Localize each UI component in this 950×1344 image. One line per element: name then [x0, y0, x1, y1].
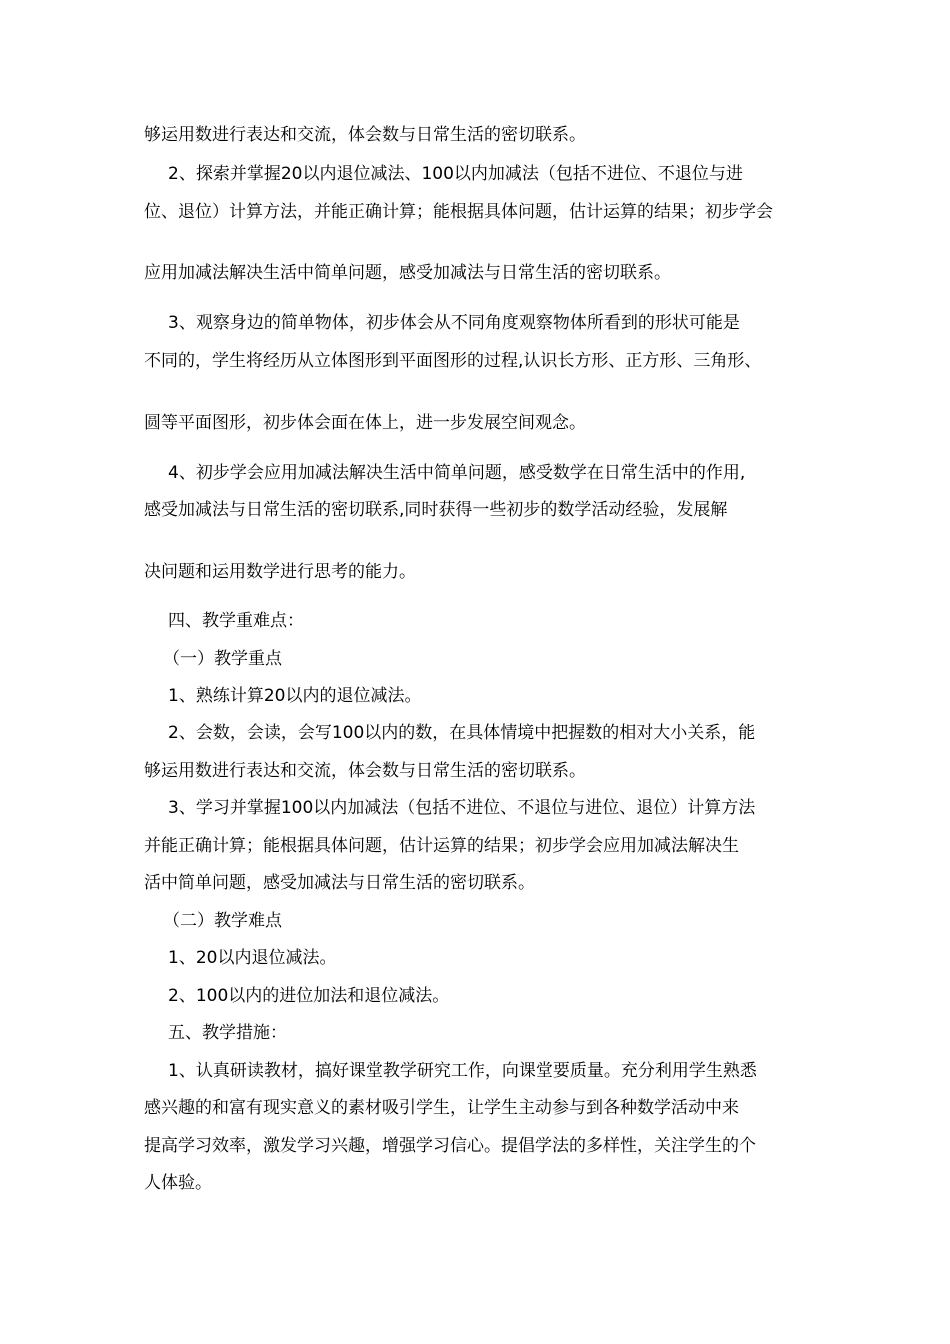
text-line: 提高学习效率，激发学习兴趣，增强学习信心。提倡学法的多样性，关注学生的个	[144, 1136, 756, 1156]
subsection-heading: （二）教学难点	[163, 911, 282, 931]
text-line: 1、熟练计算20以内的退位减法。	[168, 686, 422, 706]
text-line: 4、初步学会应用加减法解决生活中简单问题，感受数学在日常生活中的作用,	[168, 463, 746, 483]
text-line: 决问题和运用数学进行思考的能力。	[144, 562, 416, 582]
text-line: 人体验。	[144, 1173, 212, 1193]
text-line: 感受加减法与日常生活的密切联系,同时获得一些初步的数学活动经验，发展解	[144, 500, 728, 520]
text-line: 3、观察身边的简单物体，初步体会从不同角度观察物体所看到的形状可能是	[168, 313, 740, 333]
text-line: 活中简单问题，感受加减法与日常生活的密切联系。	[144, 873, 535, 893]
text-line: 1、20以内退位减法。	[168, 948, 337, 968]
text-line: 感兴趣的和富有现实意义的素材吸引学生，让学生主动参与到各种数学活动中来	[144, 1098, 739, 1118]
section-heading: 四、教学重难点：	[168, 611, 304, 631]
text-line: 圆等平面图形，初步体会面在体上，进一步发展空间观念。	[144, 413, 586, 433]
text-line: 2、会数，会读，会写100以内的数，在具体情境中把握数的相对大小关系，能	[168, 723, 756, 743]
text-line: 1、认真研读教材，搞好课堂教学研究工作，向课堂要质量。充分利用学生熟悉	[168, 1061, 757, 1081]
subsection-heading: （一）教学重点	[163, 649, 282, 669]
text-line: 够运用数进行表达和交流，体会数与日常生活的密切联系。	[144, 125, 586, 145]
text-line: 3、学习并掌握100以内加减法（包括不进位、不退位与进位、退位）计算方法	[168, 798, 756, 818]
text-line: 不同的，学生将经历从立体图形到平面图形的过程,认识长方形、正方形、三角形、	[144, 351, 762, 371]
text-line: 位、退位）计算方法，并能正确计算；能根据具体问题，估计运算的结果；初步学会	[144, 202, 773, 222]
text-line: 并能正确计算；能根据具体问题，估计运算的结果；初步学会应用加减法解决生	[144, 836, 739, 856]
text-line: 2、100以内的进位加法和退位减法。	[168, 986, 450, 1006]
section-heading: 五、教学措施：	[168, 1023, 287, 1043]
text-line: 应用加减法解决生活中简单问题，感受加减法与日常生活的密切联系。	[144, 263, 671, 283]
text-line: 2、探索并掌握20以内退位减法、100以内加减法（包括不进位、不退位与进	[168, 164, 743, 184]
text-line: 够运用数进行表达和交流，体会数与日常生活的密切联系。	[144, 761, 586, 781]
